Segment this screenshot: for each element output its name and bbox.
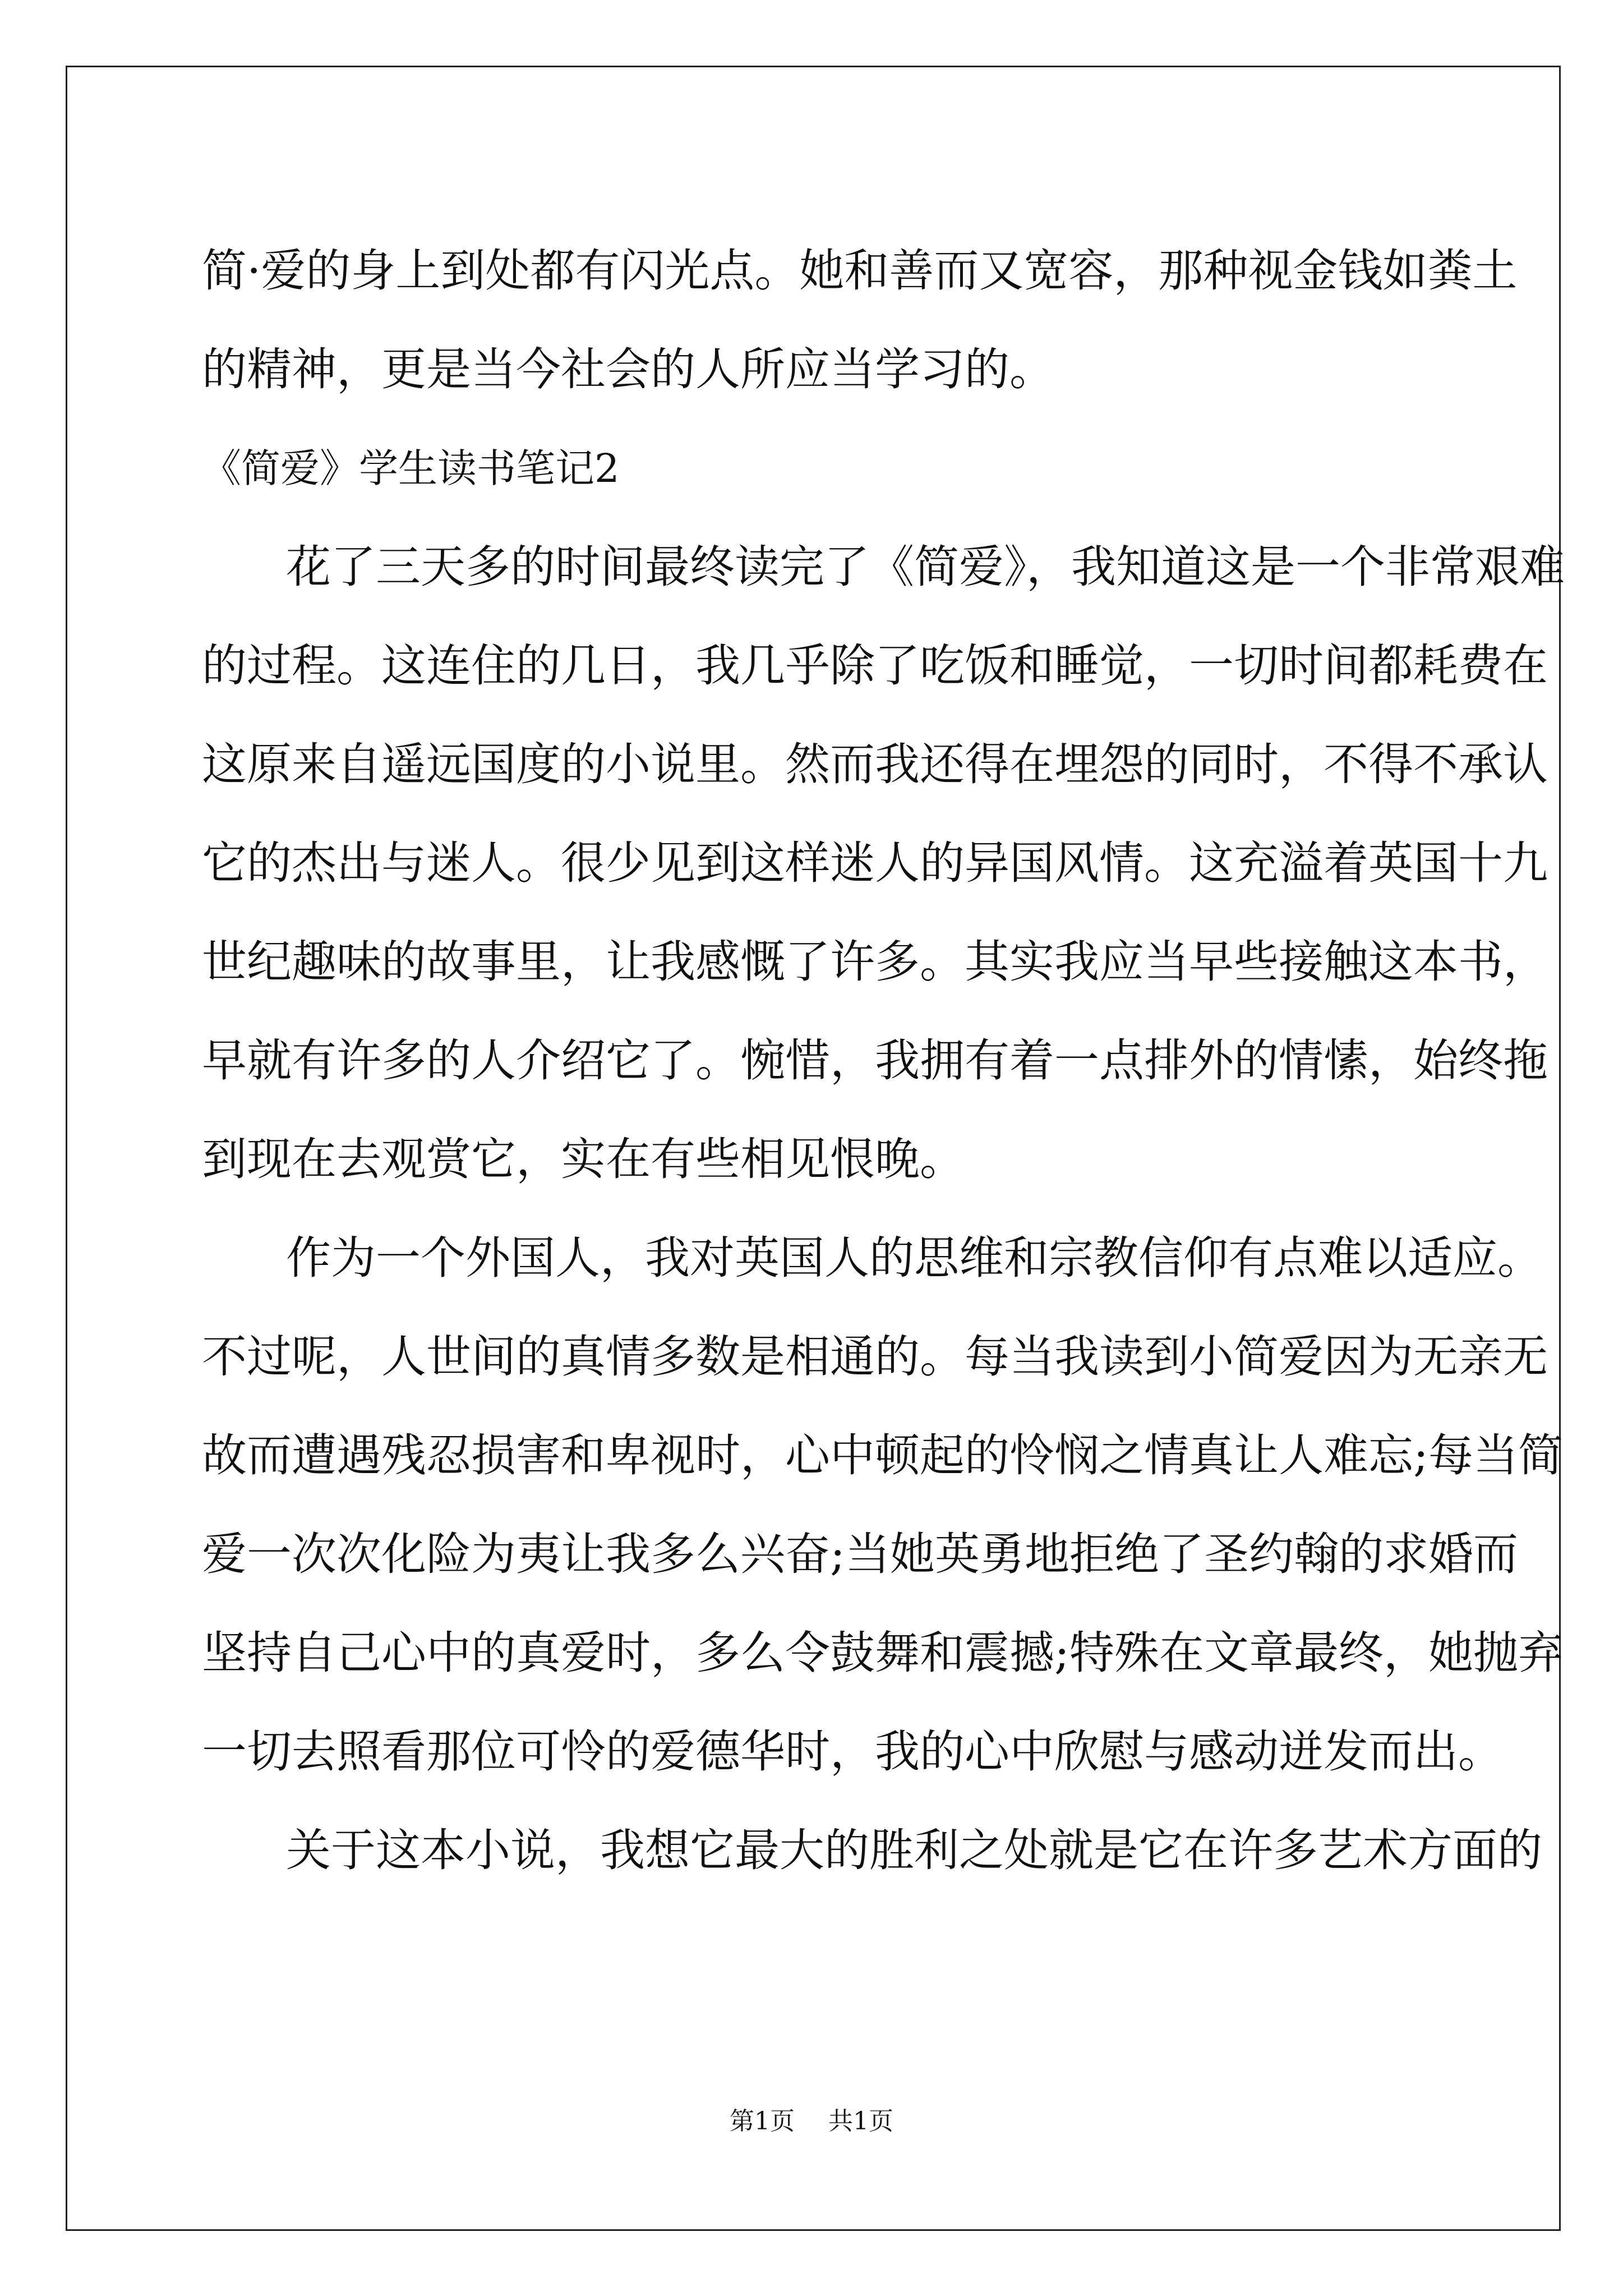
page-total: 共1页 — [828, 2107, 893, 2136]
text-line: 简·爱的身上到处都有闪光点。她和善而又宽容，那种视金钱如粪土 — [202, 245, 1518, 297]
text-line: 花了三天多的时间最终读完了《简爱》，我知道这是一个非常艰难 — [286, 541, 1565, 593]
section-heading: 《简爱》学生读书笔记2 — [202, 445, 620, 491]
text-line: 一切去照看那位可怜的爱德华时，我的心中欣慰与感动迸发而出。 — [202, 1726, 1503, 1778]
text-line: 早就有许多的人介绍它了。惋惜，我拥有着一点排外的情愫，始终拖 — [202, 1034, 1548, 1087]
text-line: 作为一个外国人，我对英国人的思维和宗教信仰有点难以适应。 — [286, 1232, 1542, 1284]
text-line: 的过程。这连住的几日，我几乎除了吃饭和睡觉，一切时间都耗费在 — [202, 639, 1548, 692]
page-footer — [0, 2101, 1623, 2137]
text-line: 的精神，更是当今社会的人所应当学习的。 — [202, 343, 1054, 395]
text-line: 这原来自遥远国度的小说里。然而我还得在埋怨的同时，不得不承认 — [202, 738, 1548, 790]
text-line: 到现在去观赏它，实在有些相见恨晚。 — [202, 1133, 965, 1185]
text-line: 关于这本小说，我想它最大的胜利之处就是它在许多艺术方面的 — [286, 1824, 1542, 1876]
page-number: 第1页 — [730, 2107, 795, 2136]
paragraph-1 — [202, 222, 1518, 419]
text-line: 坚持自己心中的真爱时，多么令鼓舞和震撼;特殊在文章最终，她抛弃 — [202, 1627, 1563, 1679]
paragraph-2 — [202, 518, 1565, 1209]
text-line: 故而遭遇残忍损害和卑视时，心中顿起的怜悯之情真让人难忘;每当简 — [202, 1429, 1563, 1481]
paragraph-3 — [202, 1209, 1563, 1801]
text-line: 不过呢，人世间的真情多数是相通的。每当我读到小简爱因为无亲无 — [202, 1331, 1548, 1383]
paragraph-4 — [202, 1801, 1542, 1900]
text-line: 世纪趣味的故事里，让我感慨了许多。其实我应当早些接触这本书， — [202, 936, 1548, 988]
document-body — [202, 222, 1565, 1900]
text-line: 它的杰出与迷人。很少见到这样迷人的异国风情。这充溢着英国十九 — [202, 837, 1548, 889]
text-line: 爱一次次化险为夷让我多么兴奋;当她英勇地拒绝了圣约翰的求婚而 — [202, 1528, 1518, 1580]
